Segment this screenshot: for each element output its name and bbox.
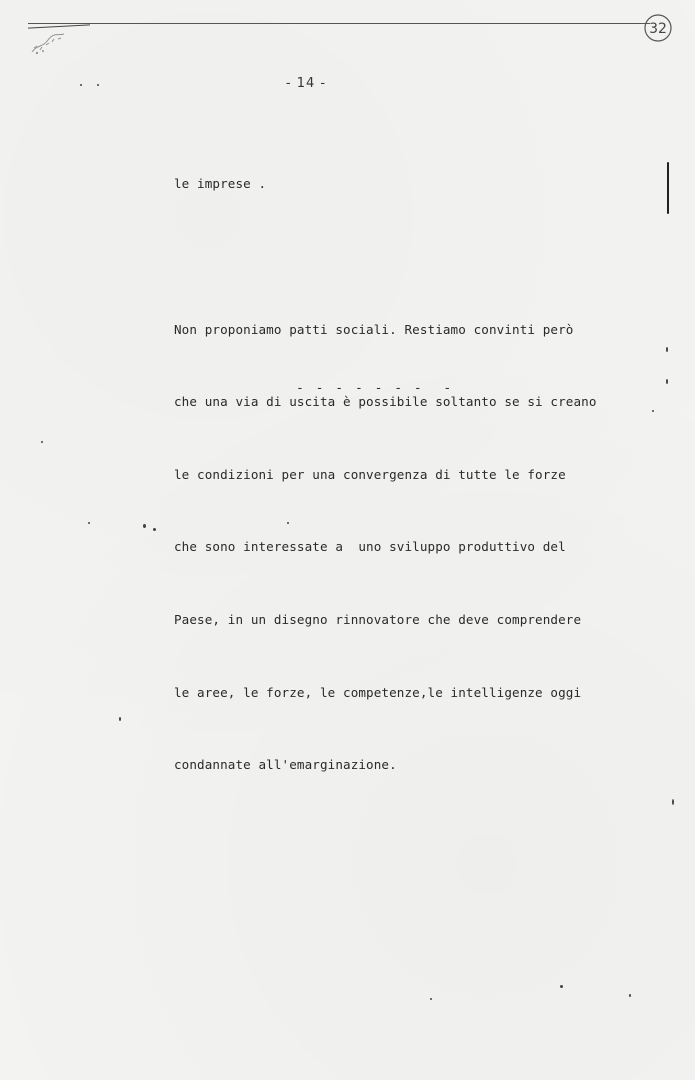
text-line: Non proponiamo patti sociali. Restiamo convinti però [174, 321, 574, 337]
scan-speck [97, 84, 99, 86]
text-line: condannate all'emarginazione. [174, 757, 397, 773]
scan-speck [560, 985, 563, 988]
scan-speck [287, 522, 289, 524]
scan-speck [652, 410, 654, 412]
scan-speck [666, 379, 668, 384]
corner-scribble [28, 30, 84, 56]
section-end-rule: - - - - - - - - [296, 381, 454, 396]
text-line: le imprese . [174, 176, 267, 192]
scan-speck [672, 799, 674, 805]
scan-speck [153, 528, 156, 531]
text-line: che sono interessate a uno sviluppo produttivo del [174, 539, 566, 555]
scan-speck [41, 441, 43, 443]
top-rule [28, 23, 650, 24]
scan-speck [88, 522, 90, 524]
text-line: le condizioni per una convergenza di tutte le forze [174, 466, 566, 482]
text-line: le aree, le forze, le competenze,le intelligenze oggi [174, 684, 582, 700]
scan-speck [143, 524, 146, 528]
scan-speck [430, 998, 432, 1000]
svg-text:32: 32 [649, 21, 667, 37]
page-stamp-seal [643, 13, 673, 43]
scan-speck [119, 717, 121, 721]
page-number: - 14 - [285, 76, 327, 91]
scan-speck [629, 994, 631, 997]
blank-line [174, 245, 654, 269]
scan-speck [80, 84, 82, 86]
body-text [174, 124, 654, 826]
text-line: Paese, in un disegno rinnovatore che deve comprendere [174, 611, 582, 627]
top-rule-stroke [28, 24, 90, 28]
scan-speck [666, 347, 668, 352]
text-line: che una via di uscita è possibile soltanto se si creano [174, 394, 597, 410]
margin-mark [667, 162, 669, 214]
